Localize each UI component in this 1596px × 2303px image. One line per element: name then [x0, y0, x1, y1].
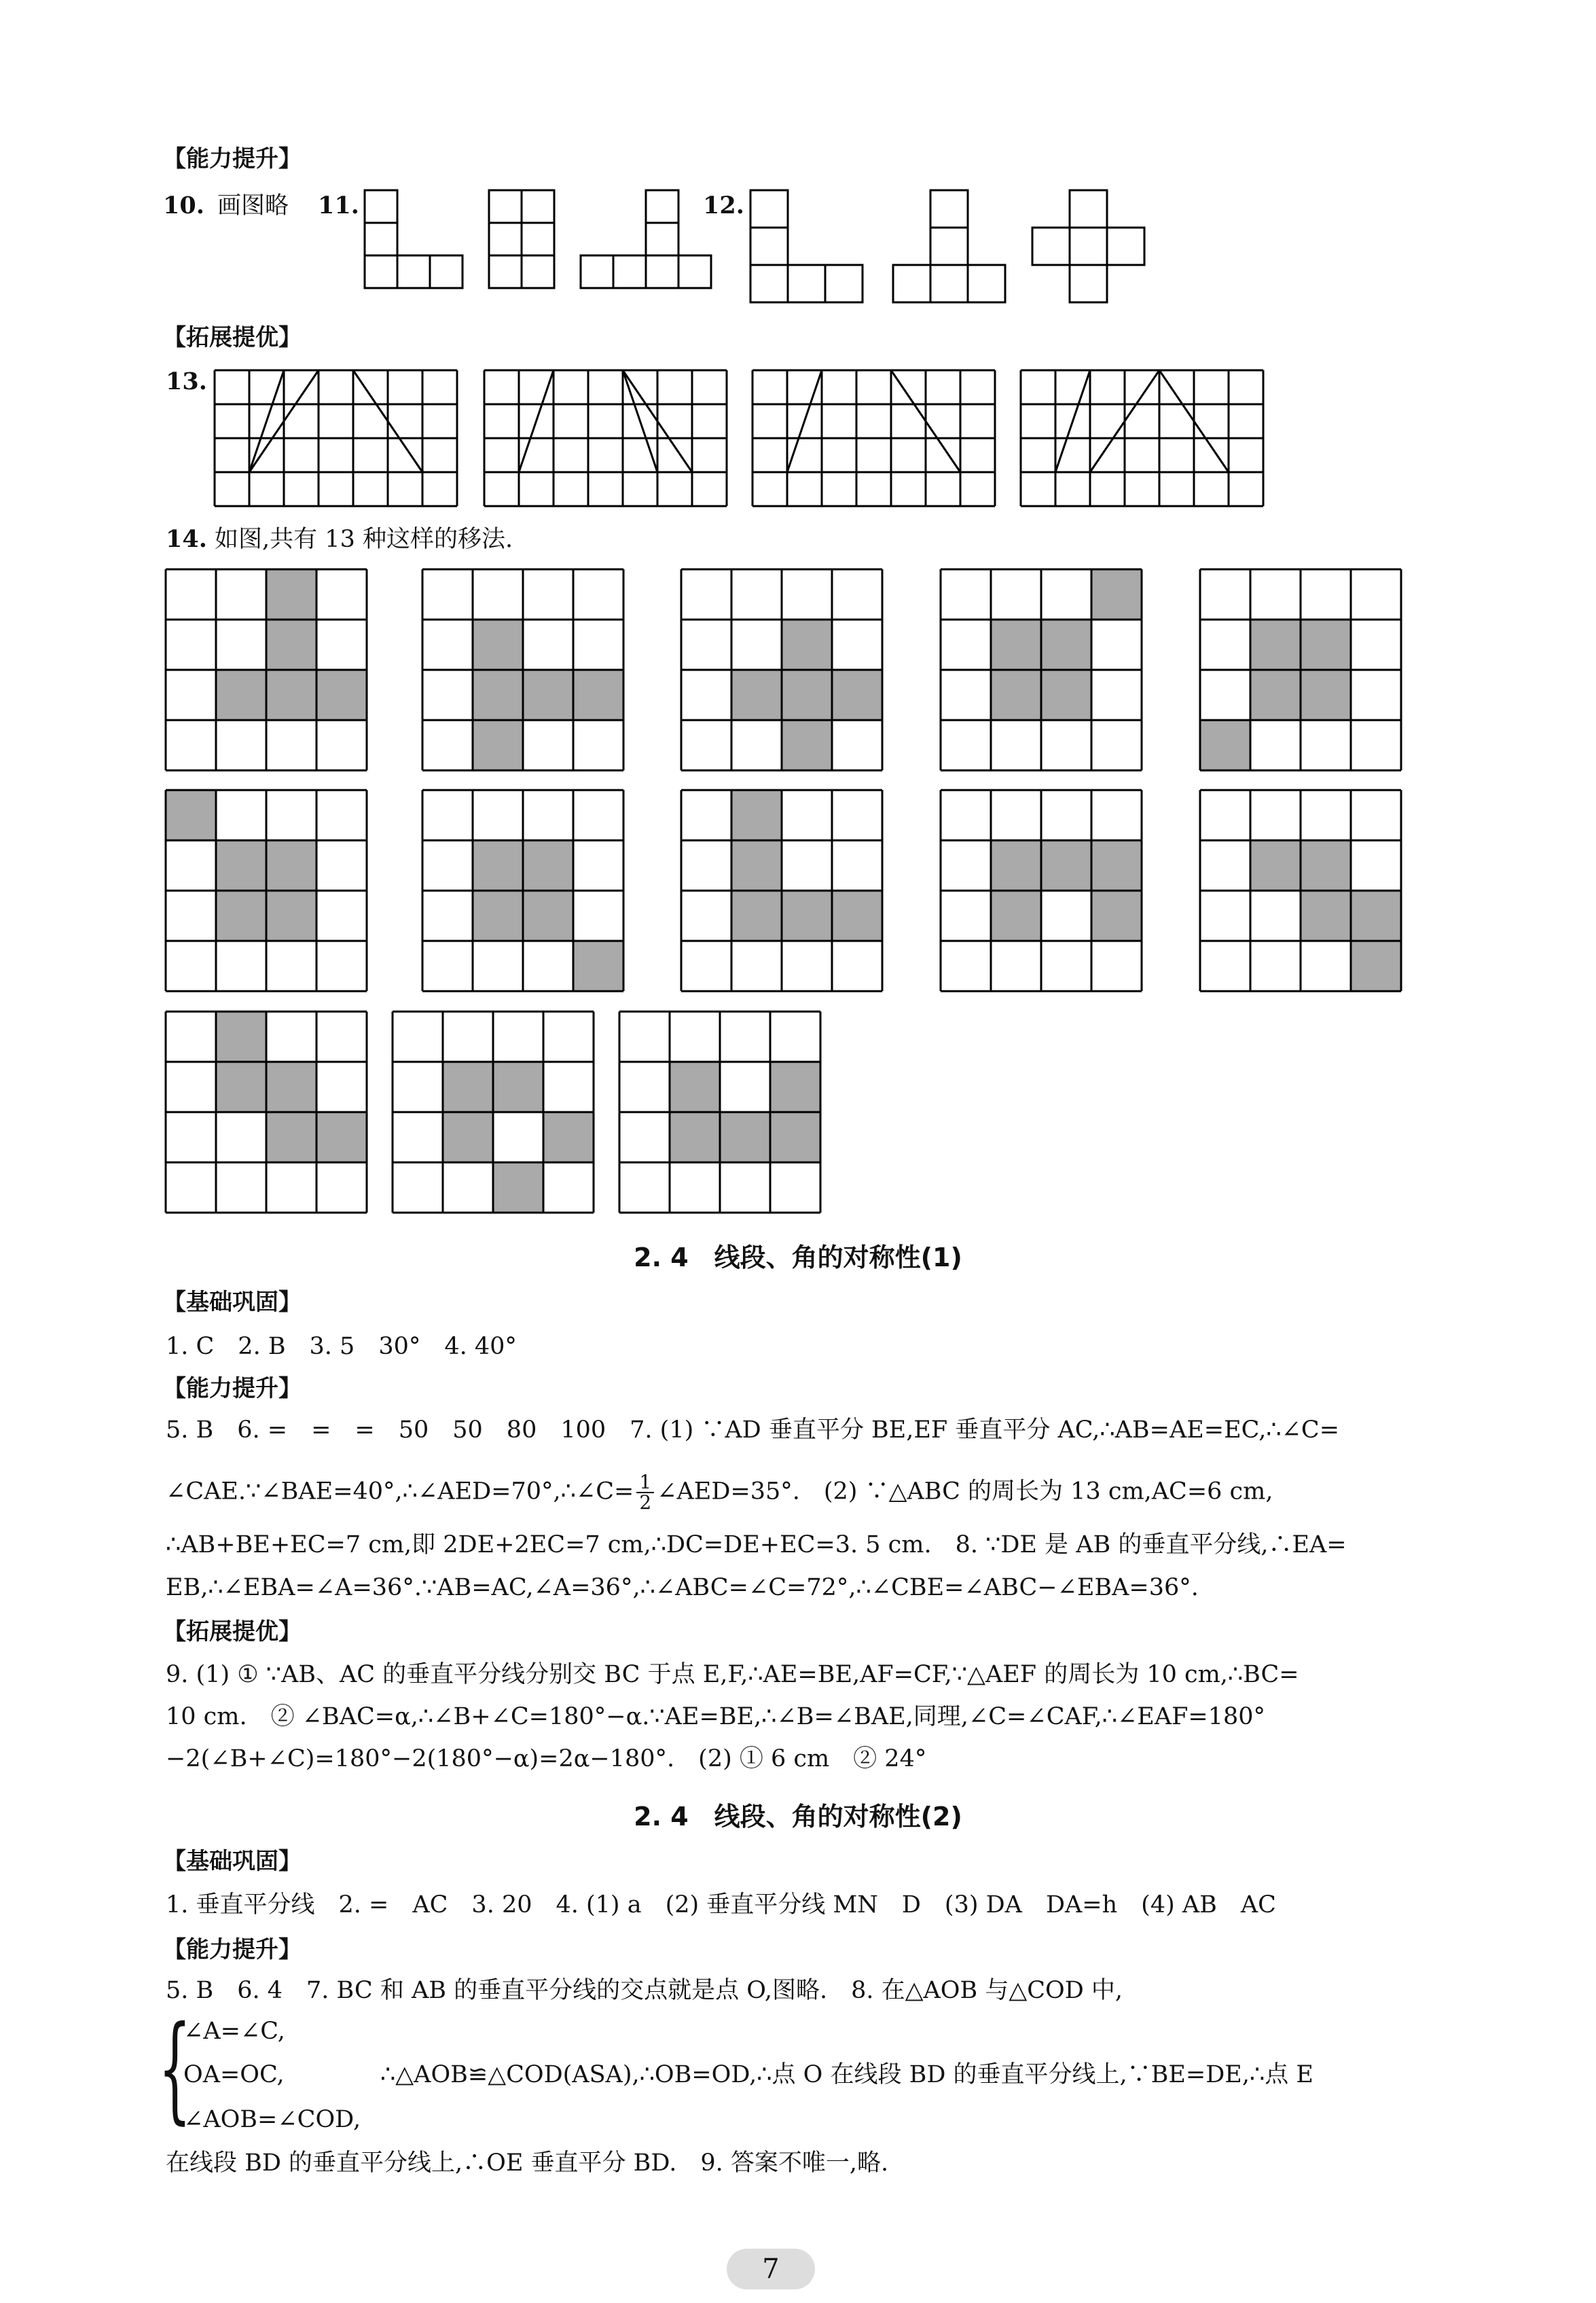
- shaded-cell: [1301, 620, 1351, 670]
- shaded-cell: [991, 840, 1041, 891]
- net-3-cell: [646, 255, 678, 288]
- shaded-cell: [1301, 891, 1351, 941]
- section1-title: 2. 4 线段、角的对称性(1): [634, 1243, 962, 1272]
- section1-basic-answers: 1. C 2. B 3. 5 30° 4. 40°: [166, 1333, 517, 1360]
- shaded-cell: [1091, 840, 1142, 891]
- q13-grids: [215, 370, 1263, 506]
- shaded-cell: [670, 1062, 720, 1112]
- shaded-cell: [991, 670, 1041, 720]
- section1-ability-line-1: 5. B 6. = = = 50 50 80 100 7. (1) ∵AD 垂直平分 BE,EF 垂直平分 AC,∴AB=AE=EC,∴∠C=: [166, 1416, 1340, 1444]
- q14-text: 14. 如图,共有 13 种这样的移法.: [166, 525, 513, 553]
- section1-ability-line-3: ∴AB+BE+EC=7 cm,即 2DE+2EC=7 cm,∴DC=DE+EC=3. 5 cm. 8. ∵DE 是 AB 的垂直平分线,∴EA=: [166, 1531, 1347, 1558]
- q14-grid-10: [1200, 790, 1401, 991]
- shaded-cell: [523, 891, 573, 941]
- shaded-cell: [216, 1062, 266, 1112]
- q14-grid-6: [166, 790, 367, 991]
- shaded-cell: [166, 790, 216, 840]
- net-1-cell: [430, 255, 463, 288]
- section2-ability-line-2: ∴△AOB≌△COD(ASA),∴OB=OD,∴点 O 在线段 BD 的垂直平分线上,∵BE=DE,∴点 E: [380, 2061, 1313, 2088]
- q10-text: 画图略: [217, 192, 289, 219]
- shaded-cell: [1301, 670, 1351, 720]
- shaded-cell: [1250, 670, 1301, 720]
- header-extension-2: 【拓展提优】: [163, 1618, 302, 1645]
- shaded-cell: [523, 670, 573, 720]
- net-5-cell: [930, 190, 968, 228]
- q13-segment: [787, 370, 822, 472]
- q14-grid-9: [941, 790, 1142, 991]
- shaded-cell: [1041, 620, 1091, 670]
- q13-segment: [623, 370, 657, 472]
- shaded-cell: [731, 670, 782, 720]
- section2-title: 2. 4 线段、角的对称性(2): [634, 1802, 962, 1832]
- q11-number: 11.: [318, 192, 359, 219]
- shaded-cell: [991, 620, 1041, 670]
- shaded-cell: [731, 790, 782, 840]
- q13-segment: [1055, 370, 1090, 472]
- shaded-cell: [770, 1112, 820, 1162]
- shaded-cell: [316, 670, 367, 720]
- shaded-cell: [832, 891, 882, 941]
- shaded-cell: [473, 891, 523, 941]
- net-2-cell: [489, 255, 522, 288]
- section1-ability-line-2: ∠CAE.∵∠BAE=40°,∴∠AED=70°,∴∠C= $\frac{1}{2}$ ∠AED=35°. (2) ∵△ABC 的周长为 13 cm,AC=6 cm,: [166, 1471, 1273, 1514]
- brace-line-3: ∠AOB=∠COD,: [183, 2106, 361, 2133]
- shaded-cell: [216, 670, 266, 720]
- net-5-cell: [968, 265, 1005, 302]
- q14-grid-12: [393, 1012, 594, 1213]
- shaded-cell: [266, 891, 316, 941]
- q13-grid-3: [752, 370, 995, 506]
- shaded-cell: [443, 1062, 493, 1112]
- net-6-cell: [1070, 228, 1107, 265]
- net-1-cell: [365, 223, 397, 255]
- shaded-cell: [832, 670, 882, 720]
- net-6-cell: [1032, 228, 1070, 265]
- header-basic-1: 【基础巩固】: [163, 1289, 302, 1316]
- net-5-cell: [930, 265, 968, 302]
- net-1-cell: [365, 190, 397, 223]
- brace: {: [158, 2001, 192, 2136]
- shaded-cell: [782, 620, 832, 670]
- q13-grid-4: [1021, 370, 1263, 506]
- shaded-cell: [266, 1112, 316, 1162]
- section1-extension-line-1: 9. (1) ① ∵AB、AC 的垂直平分线分别交 BC 于点 E,F,∴AE=BE,AF=CF,∵△AEF 的周长为 10 cm,∴BC=: [166, 1661, 1299, 1688]
- shaded-cell: [473, 840, 523, 891]
- shaded-cell: [473, 670, 523, 720]
- shaded-cell: [1200, 720, 1250, 770]
- shaded-cell: [216, 840, 266, 891]
- shaded-cell: [266, 569, 316, 620]
- shaded-cell: [266, 840, 316, 891]
- shaded-cell: [216, 1012, 266, 1062]
- header-ability-1: 【能力提升】: [163, 145, 302, 173]
- q14-grid-2: [422, 569, 623, 770]
- q14-grid-4: [941, 569, 1142, 770]
- section1-extension-line-2: 10 cm. ② ∠BAC=α,∴∠B+∠C=180°−α.∵AE=BE,∴∠B=∠BAE,同理,∠C=∠CAF,∴∠EAF=180°: [166, 1703, 1266, 1730]
- brace-line-2: OA=OC,: [183, 2061, 285, 2088]
- shaded-cell: [473, 720, 523, 770]
- net-6-cell: [1070, 265, 1107, 302]
- shaded-cell: [731, 891, 782, 941]
- q12-number: 12.: [703, 192, 744, 219]
- shaded-cell: [443, 1112, 493, 1162]
- shaded-cell: [316, 1112, 367, 1162]
- q13-grid-1: [215, 370, 457, 506]
- net-6-cell: [1107, 228, 1144, 265]
- q14-grid-5: [1200, 569, 1401, 770]
- nets-figures: [365, 190, 1144, 302]
- net-2-cell: [489, 190, 522, 223]
- section2-ability-line-1: 5. B 6. 4 7. BC 和 AB 的垂直平分线的交点就是点 O,图略. 8. 在△AOB 与△COD 中,: [166, 1977, 1123, 2004]
- q13-number: 13.: [166, 368, 207, 395]
- shaded-cell: [523, 840, 573, 891]
- shaded-cell: [1250, 840, 1301, 891]
- shaded-cell: [216, 891, 266, 941]
- q14-grid-3: [681, 569, 882, 770]
- net-5-cell: [893, 265, 930, 302]
- net-2-cell: [522, 255, 554, 288]
- shaded-cell: [1041, 670, 1091, 720]
- net-3-cell: [581, 255, 613, 288]
- shaded-cell: [493, 1062, 543, 1112]
- fraction-half: $\frac{1}{2}$: [636, 1473, 654, 1512]
- brace-line-1: ∠A=∠C,: [183, 2018, 285, 2045]
- net-4-cell: [750, 190, 788, 228]
- section2-ability-line-3: 在线段 BD 的垂直平分线上,∴OE 垂直平分 BD. 9. 答案不唯一,略.: [166, 2149, 889, 2177]
- net-3-cell: [646, 223, 678, 255]
- shaded-cell: [266, 1062, 316, 1112]
- shaded-cell: [991, 891, 1041, 941]
- q14-grid-1: [166, 569, 367, 770]
- q13-grid-2: [484, 370, 727, 506]
- q14-grids: [166, 569, 1401, 1213]
- section2-basic-answers: 1. 垂直平分线 2. = AC 3. 20 4. (1) a (2) 垂直平分线 MN D (3) DA DA=h (4) AB AC: [166, 1891, 1276, 1918]
- q10-number: 10.: [163, 192, 204, 219]
- net-3-cell: [646, 190, 678, 223]
- shaded-cell: [1041, 840, 1091, 891]
- section1-extension-line-3: −2(∠B+∠C)=180°−2(180°−α)=2α−180°. (2) ① 6 cm ② 24°: [166, 1745, 927, 1772]
- shaded-cell: [770, 1062, 820, 1112]
- section1-ability-line-4: EB,∴∠EBA=∠A=36°.∵AB=AC,∠A=36°,∴∠ABC=∠C=72°,∴∠CBE=∠ABC−∠EBA=36°.: [166, 1574, 1199, 1601]
- net-5-cell: [930, 228, 968, 265]
- net-2-cell: [522, 190, 554, 223]
- header-basic-2: 【基础巩固】: [163, 1848, 302, 1875]
- q13-segment: [249, 370, 284, 472]
- shaded-cell: [1351, 941, 1401, 991]
- page-number: 7: [727, 2249, 815, 2289]
- shaded-cell: [782, 670, 832, 720]
- net-1-cell: [397, 255, 430, 288]
- shaded-cell: [493, 1162, 543, 1213]
- net-2-cell: [522, 223, 554, 255]
- shaded-cell: [720, 1112, 770, 1162]
- shaded-cell: [266, 670, 316, 720]
- shaded-cell: [782, 720, 832, 770]
- net-2-cell: [489, 223, 522, 255]
- shaded-cell: [782, 891, 832, 941]
- shaded-cell: [266, 620, 316, 670]
- shaded-cell: [573, 941, 623, 991]
- q14-grid-11: [166, 1012, 367, 1213]
- q14-grid-13: [619, 1012, 820, 1213]
- shaded-cell: [731, 840, 782, 891]
- shaded-cell: [1091, 891, 1142, 941]
- net-4-cell: [788, 265, 825, 302]
- net-6-cell: [1070, 190, 1107, 228]
- shaded-cell: [1301, 840, 1351, 891]
- header-ability-2: 【能力提升】: [163, 1375, 302, 1402]
- shaded-cell: [670, 1112, 720, 1162]
- shaded-cell: [543, 1112, 594, 1162]
- shaded-cell: [1250, 620, 1301, 670]
- net-3-cell: [678, 255, 711, 288]
- header-ability-3: 【能力提升】: [163, 1936, 302, 1963]
- q14-grid-7: [422, 790, 623, 991]
- shaded-cell: [573, 670, 623, 720]
- shaded-cell: [473, 620, 523, 670]
- net-1-cell: [365, 255, 397, 288]
- q13-segment: [519, 370, 554, 472]
- shaded-cell: [1351, 891, 1401, 941]
- net-4-cell: [750, 265, 788, 302]
- net-3-cell: [613, 255, 646, 288]
- shaded-cell: [1091, 569, 1142, 620]
- net-4-cell: [825, 265, 863, 302]
- q14-grid-8: [681, 790, 882, 991]
- net-4-cell: [750, 228, 788, 265]
- header-extension-1: 【拓展提优】: [163, 324, 302, 351]
